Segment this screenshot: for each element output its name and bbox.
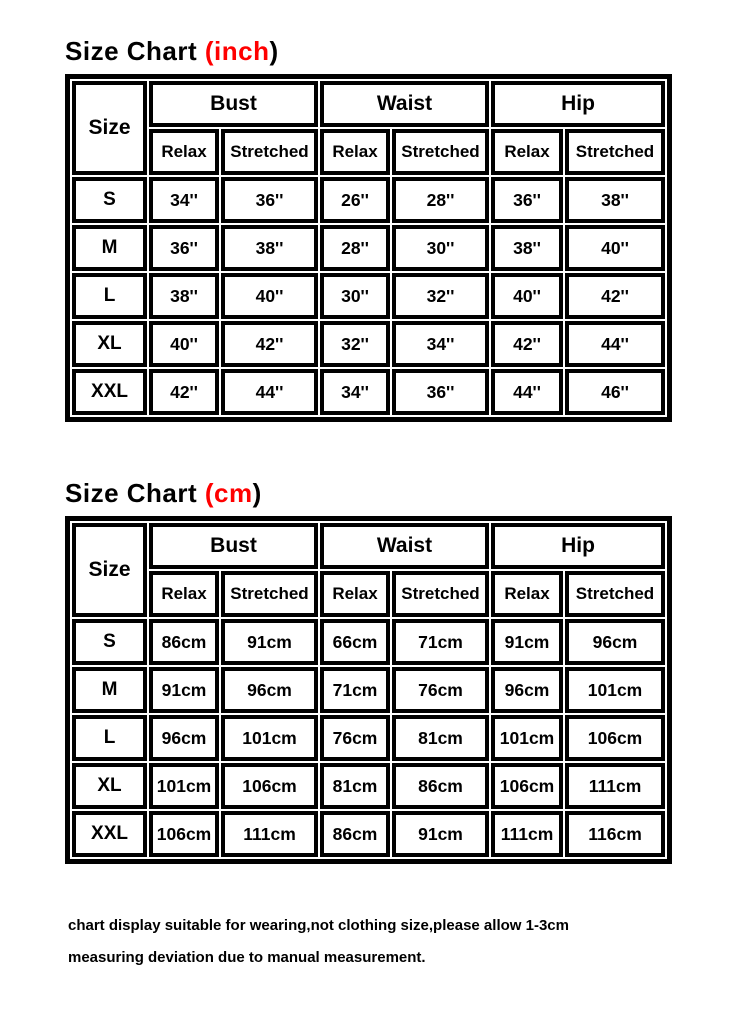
row-header-xxl: XXL	[72, 369, 147, 415]
title-unit-cm: (cm	[204, 478, 253, 508]
row-header-m: M	[72, 667, 147, 713]
size-table-inch	[65, 74, 672, 422]
table-cell: 116cm	[565, 811, 665, 857]
table-cell: 76cm	[320, 715, 390, 761]
group-header-waist: Waist	[320, 81, 489, 127]
table-cell: 111cm	[221, 811, 318, 857]
table-cell: 38''	[149, 273, 219, 319]
table-cell: 42''	[491, 321, 563, 367]
subheader-bust-relax: Relax	[149, 129, 219, 175]
table-cell: 96cm	[565, 619, 665, 665]
subheader-bust-stretched: Stretched	[221, 571, 318, 617]
row-header-s: S	[72, 619, 147, 665]
table-cell: 101cm	[565, 667, 665, 713]
table-cell: 66cm	[320, 619, 390, 665]
table-cell: 106cm	[221, 763, 318, 809]
group-header-bust: Bust	[149, 523, 318, 569]
table-cell: 40''	[491, 273, 563, 319]
table-cell: 26''	[320, 177, 390, 223]
table-cell: 71cm	[320, 667, 390, 713]
row-header-s: S	[72, 177, 147, 223]
table-cell: 106cm	[491, 763, 563, 809]
note-line-1: chart display suitable for wearing,not clothing size,please allow 1-3cm	[68, 917, 569, 934]
group-header-bust: Bust	[149, 81, 318, 127]
subheader-waist-stretched: Stretched	[392, 571, 489, 617]
subheader-hip-relax: Relax	[491, 129, 563, 175]
table-cell: 86cm	[320, 811, 390, 857]
table-cell: 106cm	[565, 715, 665, 761]
subheader-bust-stretched: Stretched	[221, 129, 318, 175]
table-cell: 101cm	[221, 715, 318, 761]
title-prefix: Size Chart	[65, 36, 205, 66]
measurement-note	[68, 910, 750, 974]
size-chart-cm-title	[65, 478, 750, 509]
table-cell: 42''	[565, 273, 665, 319]
subheader-hip-relax: Relax	[491, 571, 563, 617]
table-cell: 44''	[565, 321, 665, 367]
size-column-header: Size	[72, 81, 147, 175]
group-header-waist: Waist	[320, 523, 489, 569]
table-cell: 30''	[392, 225, 489, 271]
table-cell: 34''	[149, 177, 219, 223]
title-suffix: )	[252, 478, 262, 508]
table-cell: 86cm	[149, 619, 219, 665]
table-cell: 36''	[149, 225, 219, 271]
table-cell: 42''	[149, 369, 219, 415]
table-cell: 44''	[221, 369, 318, 415]
size-chart-cm-section	[65, 478, 750, 864]
size-chart-inch-section	[65, 36, 750, 422]
group-header-hip: Hip	[491, 81, 665, 127]
size-chart-inch-title	[65, 36, 750, 67]
table-cell: 38''	[221, 225, 318, 271]
table-cell: 106cm	[149, 811, 219, 857]
table-cell: 28''	[392, 177, 489, 223]
subheader-waist-relax: Relax	[320, 571, 390, 617]
subheader-hip-stretched: Stretched	[565, 129, 665, 175]
table-cell: 28''	[320, 225, 390, 271]
table-cell: 34''	[320, 369, 390, 415]
subheader-hip-stretched: Stretched	[565, 571, 665, 617]
table-cell: 81cm	[392, 715, 489, 761]
table-cell: 91cm	[491, 619, 563, 665]
table-cell: 101cm	[491, 715, 563, 761]
subheader-waist-relax: Relax	[320, 129, 390, 175]
table-cell: 46''	[565, 369, 665, 415]
table-cell: 96cm	[149, 715, 219, 761]
table-cell: 36''	[491, 177, 563, 223]
table-cell: 91cm	[149, 667, 219, 713]
table-cell: 91cm	[221, 619, 318, 665]
table-cell: 34''	[392, 321, 489, 367]
row-header-l: L	[72, 715, 147, 761]
row-header-l: L	[72, 273, 147, 319]
table-cell: 36''	[392, 369, 489, 415]
table-cell: 96cm	[221, 667, 318, 713]
table-cell: 40''	[149, 321, 219, 367]
table-cell: 38''	[491, 225, 563, 271]
subheader-bust-relax: Relax	[149, 571, 219, 617]
title-prefix: Size Chart	[65, 478, 205, 508]
table-cell: 36''	[221, 177, 318, 223]
table-cell: 86cm	[392, 763, 489, 809]
subheader-waist-stretched: Stretched	[392, 129, 489, 175]
table-cell: 91cm	[392, 811, 489, 857]
table-cell: 96cm	[491, 667, 563, 713]
table-cell: 32''	[320, 321, 390, 367]
row-header-xl: XL	[72, 321, 147, 367]
table-cell: 32''	[392, 273, 489, 319]
row-header-m: M	[72, 225, 147, 271]
table-cell: 111cm	[491, 811, 563, 857]
table-cell: 38''	[565, 177, 665, 223]
group-header-hip: Hip	[491, 523, 665, 569]
table-cell: 42''	[221, 321, 318, 367]
table-cell: 30''	[320, 273, 390, 319]
title-unit-inch: (inch	[204, 36, 270, 66]
size-table-cm	[65, 516, 672, 864]
title-suffix: )	[269, 36, 279, 66]
table-cell: 101cm	[149, 763, 219, 809]
table-cell: 44''	[491, 369, 563, 415]
row-header-xl: XL	[72, 763, 147, 809]
note-line-2: measuring deviation due to manual measurement.	[68, 949, 426, 966]
table-cell: 71cm	[392, 619, 489, 665]
table-cell: 40''	[565, 225, 665, 271]
row-header-xxl: XXL	[72, 811, 147, 857]
table-cell: 76cm	[392, 667, 489, 713]
table-cell: 111cm	[565, 763, 665, 809]
size-column-header: Size	[72, 523, 147, 617]
table-cell: 81cm	[320, 763, 390, 809]
table-cell: 40''	[221, 273, 318, 319]
